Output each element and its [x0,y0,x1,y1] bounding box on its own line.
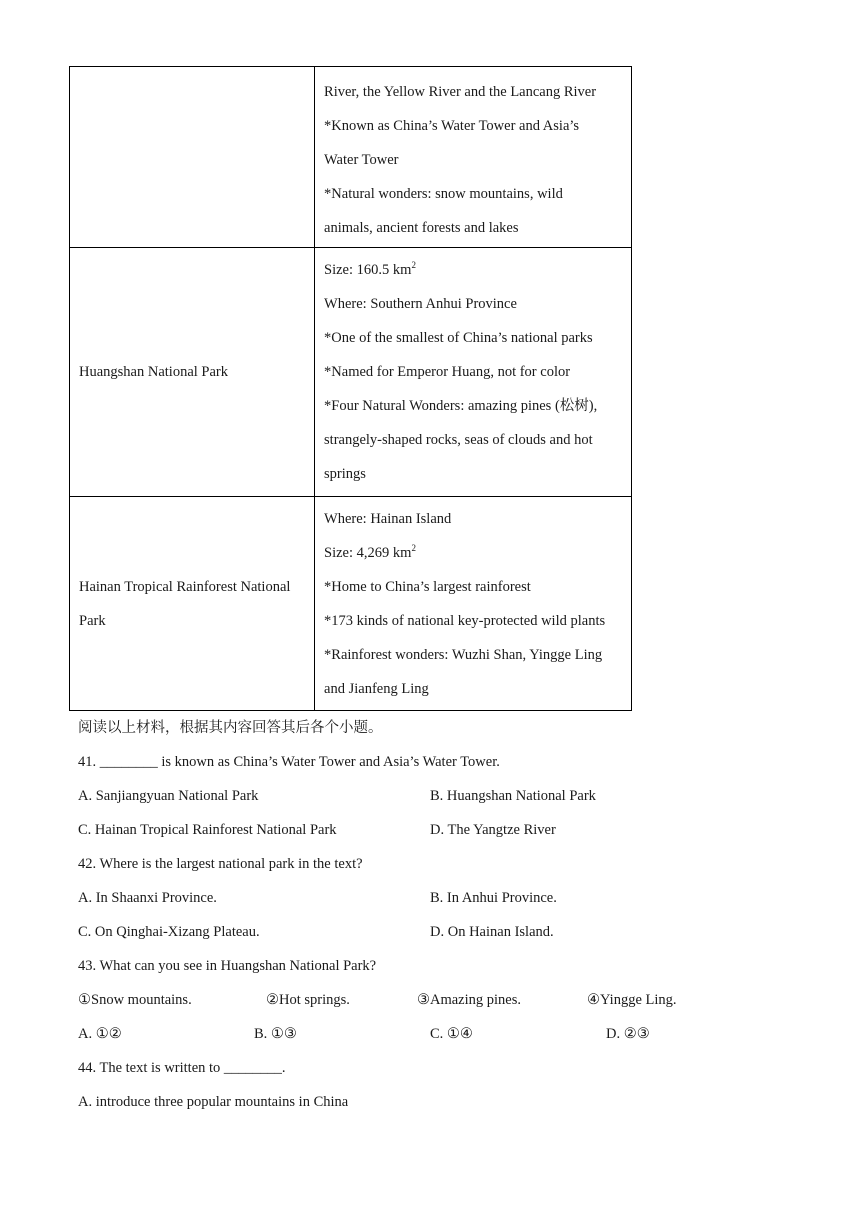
option-b: B. In Anhui Province. [430,890,557,906]
park-details-cell [315,67,632,248]
option-c: C. ①④ [430,1026,473,1042]
detail-line: River, the Yellow River and the Lancang River [324,84,597,100]
size-label: Size: 160.5 km [324,262,412,278]
detail-line [324,253,631,287]
choice-item: ④Yingge Ling. [587,992,677,1008]
superscript: 2 [411,542,416,553]
detail-line: Where: Hainan Island [324,510,452,527]
option-a: A. In Shaanxi Province. [78,890,217,906]
question-41: 41. ________ is known as China’s Water Tower and Asia’s Water Tower. [78,754,500,770]
detail-line: *Natural wonders: snow mountains, wild [324,186,563,202]
detail-line: *One of the smallest of China’s national parks [324,330,593,346]
option-a: A. Sanjiangyuan National Park [78,788,259,804]
option-c: C. Hainan Tropical Rainforest National Park [78,822,337,838]
detail-line: animals, ancient forests and lakes [324,220,519,236]
table-row [70,497,632,711]
choice-item: ②Hot springs. [266,992,350,1008]
choice-item: ③Amazing pines. [417,992,522,1008]
park-name: Hainan Tropical Rainforest National [79,578,291,595]
instruction: 阅读以上材料，根据其内容回答其后各个小题。 [78,720,383,736]
detail-line: *Named for Emperor Huang, not for color [324,364,571,380]
question-43: 43. What can you see in Huangshan National Park? [78,958,377,974]
detail-line [324,536,631,570]
option-a: A. introduce three popular mountains in China [78,1094,349,1110]
park-name: Huangshan National Park [79,363,228,380]
park-name: Park [79,612,106,629]
option-b: B. ①③ [254,1026,297,1042]
option-b: B. Huangshan National Park [430,788,596,804]
table-row [70,248,632,497]
table-row [70,67,632,248]
option-d: D. On Hainan Island. [430,924,554,940]
detail-line: *Known as China’s Water Tower and Asia’s [324,118,580,134]
park-details-cell [315,497,632,711]
size-label: Size: 4,269 km [324,544,412,561]
detail-line: *173 kinds of national key-protected wild plants [324,612,606,629]
choice-item: ①Snow mountains. [78,992,192,1008]
detail-line: Where: Southern Anhui Province [324,296,517,312]
option-d: D. The Yangtze River [430,822,556,838]
question-42: 42. Where is the largest national park in the text? [78,856,363,872]
option-c: C. On Qinghai-Xizang Plateau. [78,924,260,940]
detail-line: Water Tower [324,152,399,168]
detail-line: springs [324,466,366,482]
detail-line: *Rainforest wonders: Wuzhi Shan, Yingge Ling [324,646,603,663]
detail-line: strangely-shaped rocks, seas of clouds and hot [324,432,593,448]
option-d: D. ②③ [606,1026,650,1042]
park-name-cell [70,497,315,711]
detail-line: *Four Natural Wonders: amazing pines (松树), [324,398,598,414]
park-details-cell [315,248,632,497]
detail-line: *Home to China’s largest rainforest [324,578,531,595]
detail-line: and Jianfeng Ling [324,680,429,697]
superscript: 2 [411,260,416,270]
park-name-cell [70,248,315,497]
park-name-cell [70,67,315,248]
question-44: 44. The text is written to ________. [78,1060,286,1076]
option-a: A. ①② [78,1026,122,1042]
parks-table [69,66,632,711]
